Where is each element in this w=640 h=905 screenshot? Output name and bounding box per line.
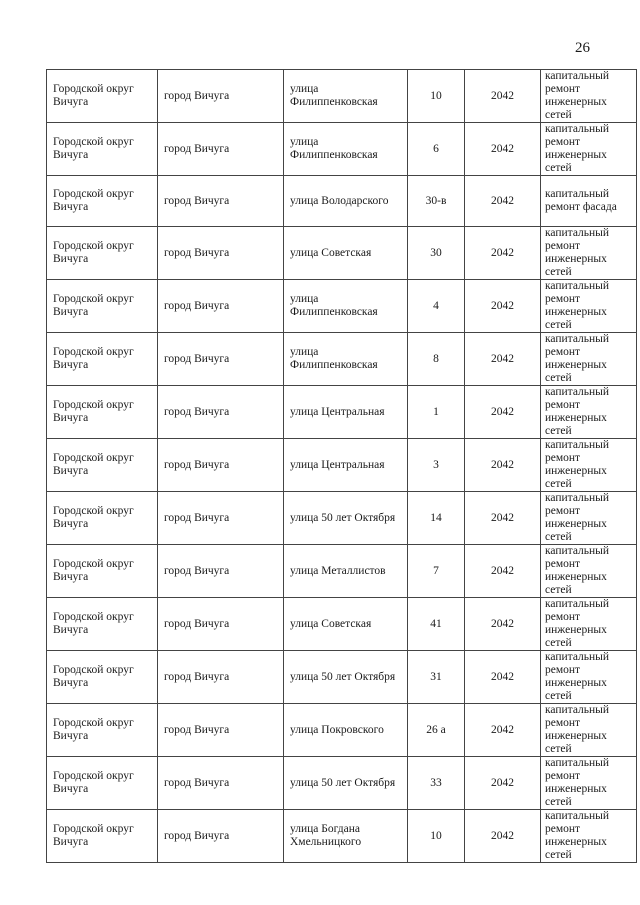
house-number-cell: 1 [408,386,465,439]
table-row [47,439,637,492]
settlement-cell: город Вичуга [158,333,284,386]
municipality-cell: Городской округ Вичуга [47,176,158,227]
year-cell: 2042 [465,123,541,176]
street-cell: улица Покровского [284,704,408,757]
municipality-cell: Городской округ Вичуга [47,704,158,757]
house-number-cell: 33 [408,757,465,810]
table-row [47,333,637,386]
house-number-cell: 4 [408,280,465,333]
table-row [47,598,637,651]
house-number-cell: 10 [408,810,465,863]
settlement-cell: город Вичуга [158,704,284,757]
municipality-cell: Городской округ Вичуга [47,757,158,810]
settlement-cell: город Вичуга [158,386,284,439]
year-cell: 2042 [465,651,541,704]
work-type-cell: капитальный ремонт инженерных сетей [541,598,637,651]
year-cell: 2042 [465,70,541,123]
year-cell: 2042 [465,386,541,439]
street-cell: улица Филиппенковская [284,280,408,333]
table-row [47,227,637,280]
work-type-cell: капитальный ремонт инженерных сетей [541,492,637,545]
table-row [47,386,637,439]
work-type-cell: капитальный ремонт инженерных сетей [541,70,637,123]
street-cell: улица Советская [284,598,408,651]
street-cell: улица Центральная [284,439,408,492]
settlement-cell: город Вичуга [158,439,284,492]
work-type-cell: капитальный ремонт инженерных сетей [541,810,637,863]
settlement-cell: город Вичуга [158,70,284,123]
work-type-cell: капитальный ремонт инженерных сетей [541,123,637,176]
page-number: 26 [575,40,590,56]
municipality-cell: Городской округ Вичуга [47,810,158,863]
municipality-cell: Городской округ Вичуга [47,492,158,545]
work-type-cell: капитальный ремонт инженерных сетей [541,545,637,598]
table-row [47,545,637,598]
municipality-cell: Городской округ Вичуга [47,386,158,439]
street-cell: улица 50 лет Октября [284,492,408,545]
work-type-cell: капитальный ремонт фасада [541,176,637,227]
work-type-cell: капитальный ремонт инженерных сетей [541,651,637,704]
year-cell: 2042 [465,176,541,227]
settlement-cell: город Вичуга [158,757,284,810]
street-cell: улица Филиппенковская [284,123,408,176]
house-number-cell: 30 [408,227,465,280]
street-cell: улица Металлистов [284,545,408,598]
year-cell: 2042 [465,545,541,598]
settlement-cell: город Вичуга [158,598,284,651]
house-number-cell: 8 [408,333,465,386]
year-cell: 2042 [465,227,541,280]
year-cell: 2042 [465,280,541,333]
municipality-cell: Городской округ Вичуга [47,439,158,492]
table-row [47,651,637,704]
settlement-cell: город Вичуга [158,280,284,333]
table-row [47,176,637,227]
municipality-cell: Городской округ Вичуга [47,598,158,651]
year-cell: 2042 [465,810,541,863]
house-number-cell: 26 а [408,704,465,757]
table-row [47,123,637,176]
work-type-cell: капитальный ремонт инженерных сетей [541,333,637,386]
municipality-cell: Городской округ Вичуга [47,545,158,598]
year-cell: 2042 [465,492,541,545]
data-table [46,69,637,863]
settlement-cell: город Вичуга [158,492,284,545]
settlement-cell: город Вичуга [158,227,284,280]
municipality-cell: Городской округ Вичуга [47,227,158,280]
work-type-cell: капитальный ремонт инженерных сетей [541,227,637,280]
street-cell: улица Центральная [284,386,408,439]
municipality-cell: Городской округ Вичуга [47,280,158,333]
house-number-cell: 31 [408,651,465,704]
work-type-cell: капитальный ремонт инженерных сетей [541,280,637,333]
house-number-cell: 3 [408,439,465,492]
house-number-cell: 10 [408,70,465,123]
table-row [47,810,637,863]
settlement-cell: город Вичуга [158,651,284,704]
table-body [47,70,637,863]
table-row [47,492,637,545]
work-type-cell: капитальный ремонт инженерных сетей [541,704,637,757]
street-cell: улица Филиппенковская [284,333,408,386]
municipality-cell: Городской округ Вичуга [47,651,158,704]
street-cell: улица Богдана Хмельницкого [284,810,408,863]
settlement-cell: город Вичуга [158,123,284,176]
municipality-cell: Городской округ Вичуга [47,70,158,123]
work-type-cell: капитальный ремонт инженерных сетей [541,439,637,492]
year-cell: 2042 [465,333,541,386]
table-row [47,704,637,757]
year-cell: 2042 [465,439,541,492]
street-cell: улица Володарского [284,176,408,227]
settlement-cell: город Вичуга [158,176,284,227]
table-row [47,70,637,123]
house-number-cell: 41 [408,598,465,651]
house-number-cell: 30-в [408,176,465,227]
municipality-cell: Городской округ Вичуга [47,333,158,386]
year-cell: 2042 [465,598,541,651]
work-type-cell: капитальный ремонт инженерных сетей [541,386,637,439]
table-row [47,757,637,810]
municipality-cell: Городской округ Вичуга [47,123,158,176]
street-cell: улица 50 лет Октября [284,651,408,704]
year-cell: 2042 [465,757,541,810]
table-row [47,280,637,333]
work-type-cell: капитальный ремонт инженерных сетей [541,757,637,810]
street-cell: улица Филиппенковская [284,70,408,123]
house-number-cell: 6 [408,123,465,176]
house-number-cell: 14 [408,492,465,545]
settlement-cell: город Вичуга [158,810,284,863]
street-cell: улица 50 лет Октября [284,757,408,810]
year-cell: 2042 [465,704,541,757]
house-number-cell: 7 [408,545,465,598]
street-cell: улица Советская [284,227,408,280]
settlement-cell: город Вичуга [158,545,284,598]
